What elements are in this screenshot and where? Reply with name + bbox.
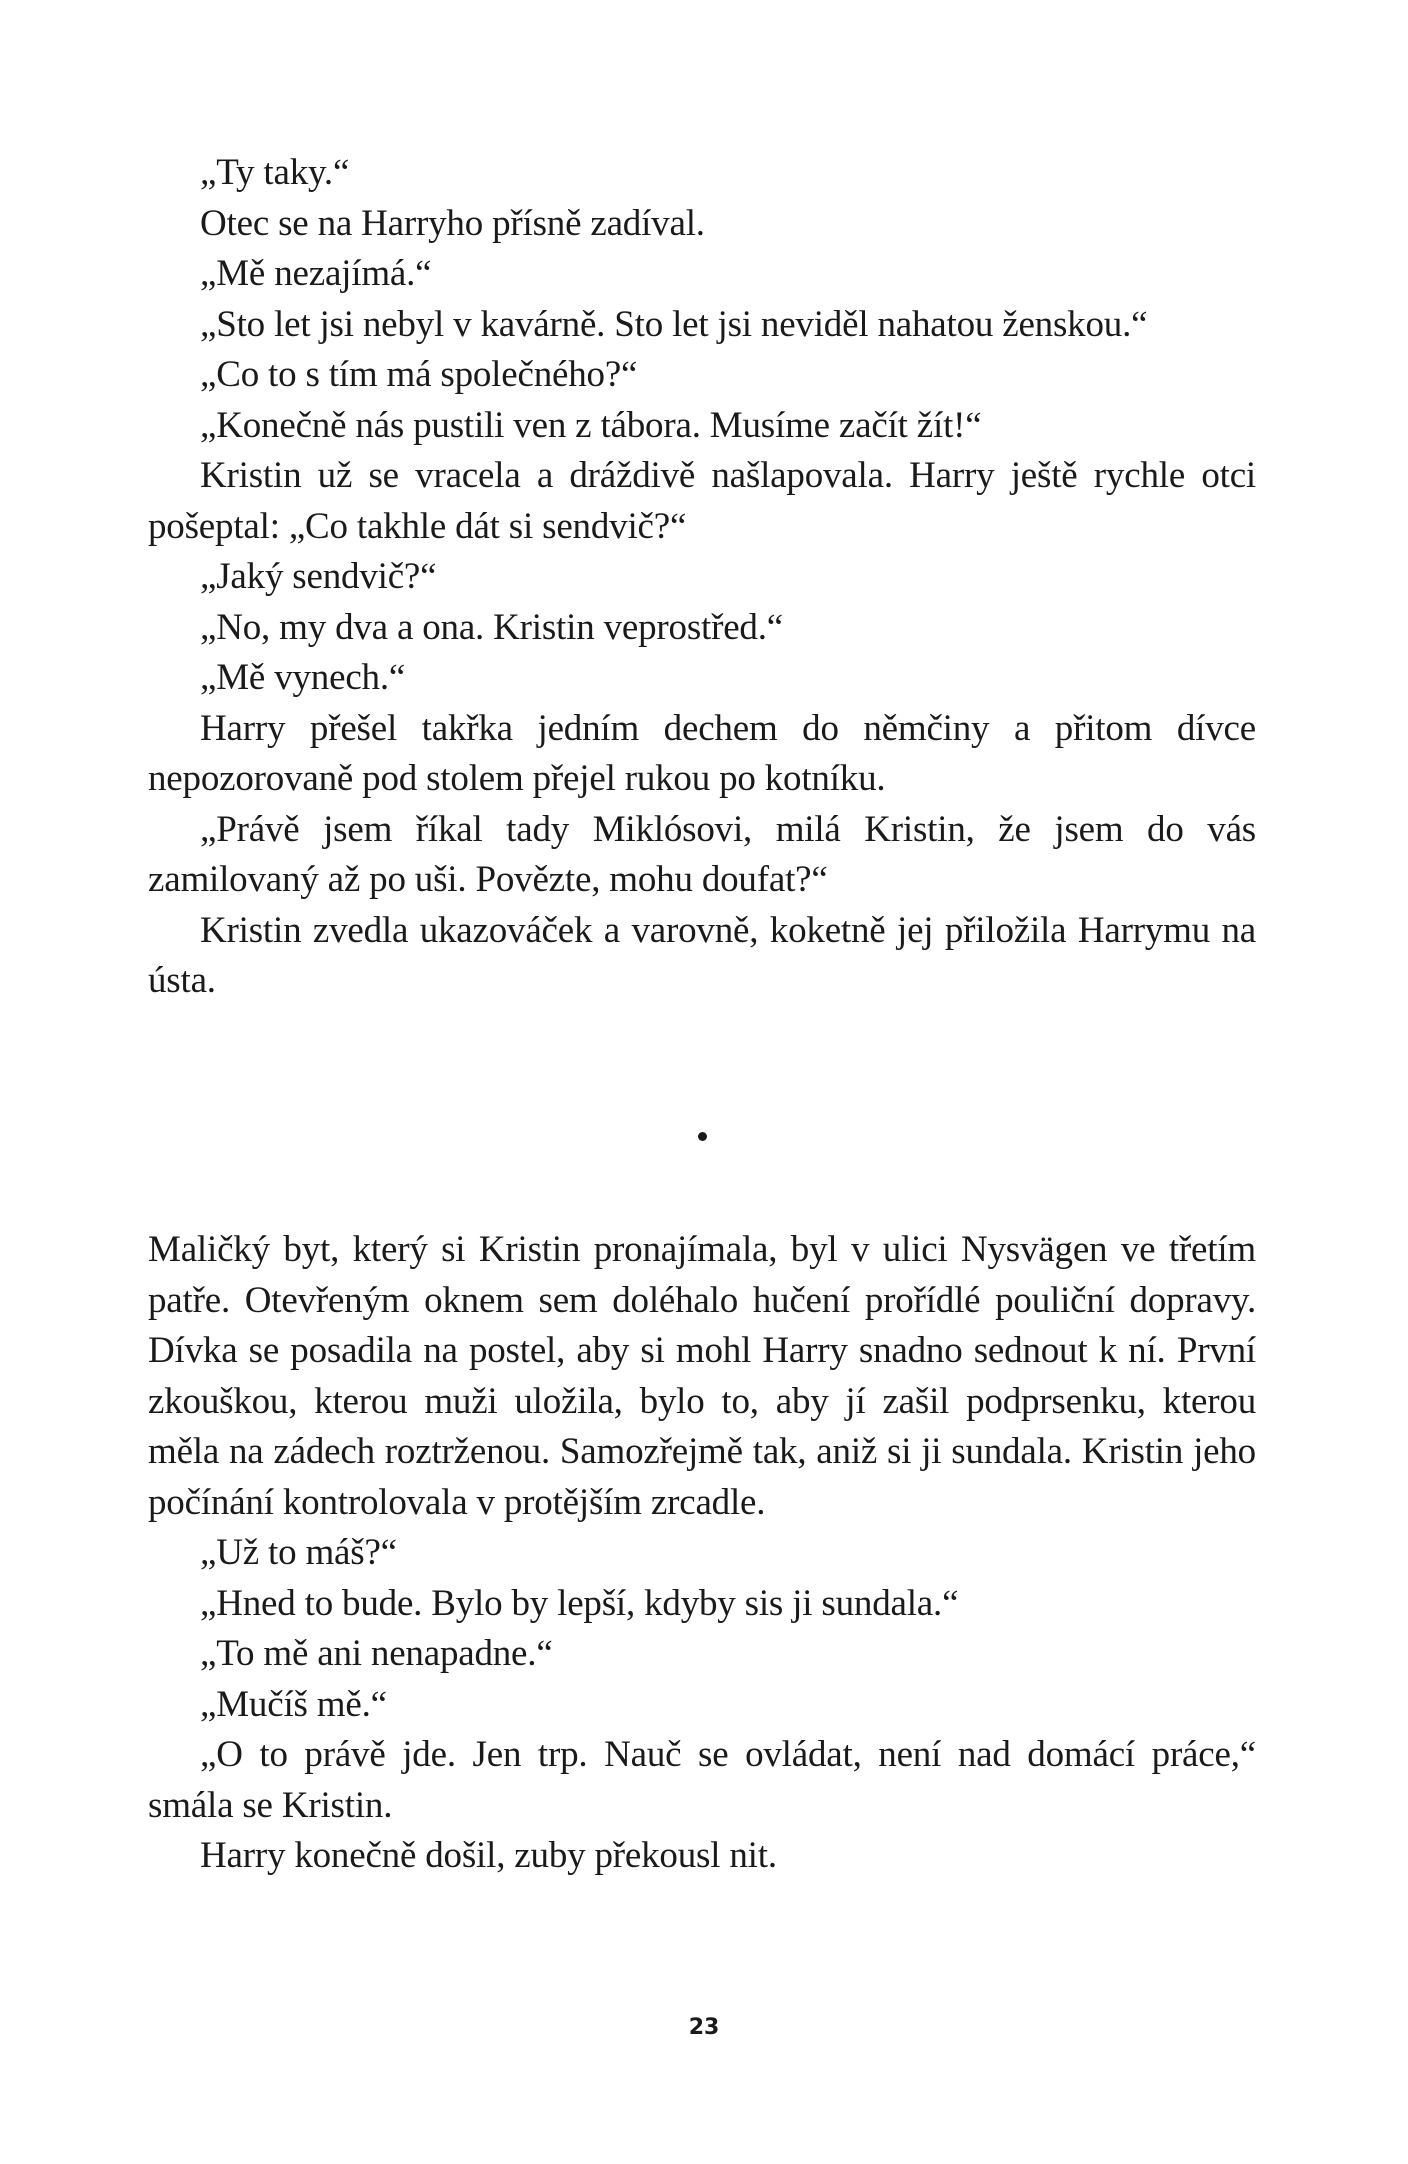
paragraph: „Právě jsem říkal tady Miklósovi, milá Kristin, že jsem do vás zamilovaný až po uši. Povězte, mohu doufat?“ — [148, 808, 1256, 900]
paragraph: „Konečně nás pustili ven z tábora. Musíme začít žít!“ — [200, 404, 982, 446]
page-number: 23 — [688, 2015, 720, 2040]
text-section-1 — [148, 148, 1256, 1007]
text-section-2 — [148, 1225, 1256, 1882]
paragraph: Harry přešel takřka jedním dechem do němčiny a přitom dívce nepozorovaně pod stolem přejel rukou po kotníku. — [148, 707, 1256, 799]
paragraph: Kristin už se vracela a dráždivě našlapovala. Harry ještě rychle otci pošeptal: „Co takhle dát si sendvič?“ — [148, 455, 1256, 547]
paragraph: „Mučíš mě.“ — [200, 1683, 387, 1725]
paragraph: „O to právě jde. Jen trp. Nauč se ovládat, není nad domácí práce,“ smála se Kristin. — [148, 1734, 1256, 1826]
paragraph: „Už to máš?“ — [200, 1532, 397, 1573]
paragraph: Kristin zvedla ukazováček a varovně, koketně jej přiložila Harrymu na ústa. — [148, 909, 1256, 1001]
section-separator-dot — [698, 1132, 707, 1141]
paragraph: „Sto let jsi nebyl v kavárně. Sto let jsi neviděl nahatou ženskou.“ — [200, 303, 1148, 345]
paragraph: Otec se na Harryho přísně zadíval. — [200, 202, 705, 244]
paragraph: „To mě ani nenapadne.“ — [200, 1633, 553, 1674]
paragraph: Maličký byt, který si Kristin pronajímala, byl v ulici Nysvägen ve třetím patře. Otevřeným oknem sem doléhalo hučení prořídlé pouliční dopravy. Dívka se posadila na postel, aby si mohl Harry snadno sednout k ní. První zkouškou, kterou muži uložila, bylo to, aby jí zašil podprsenku, kterou měla na zádech roztrženou. Samozřejmě tak, aniž si ji sundala. Kristin jeho počínání kontrolovala v protějším zrcadle. — [148, 1229, 1256, 1523]
paragraph: „Co to s tím má společného?“ — [200, 354, 638, 395]
paragraph: Harry konečně došil, zuby překousl nit. — [200, 1835, 777, 1876]
paragraph: „Ty taky.“ — [200, 152, 350, 193]
paragraph: „Hned to bude. Bylo by lepší, kdyby sis ji sundala.“ — [200, 1582, 959, 1624]
paragraph: „Mě vynech.“ — [200, 657, 406, 698]
paragraph: „Mě nezajímá.“ — [200, 253, 432, 294]
paragraph: „Jaký sendvič?“ — [200, 556, 437, 597]
paragraph: „No, my dva a ona. Kristin veprostřed.“ — [200, 606, 784, 648]
